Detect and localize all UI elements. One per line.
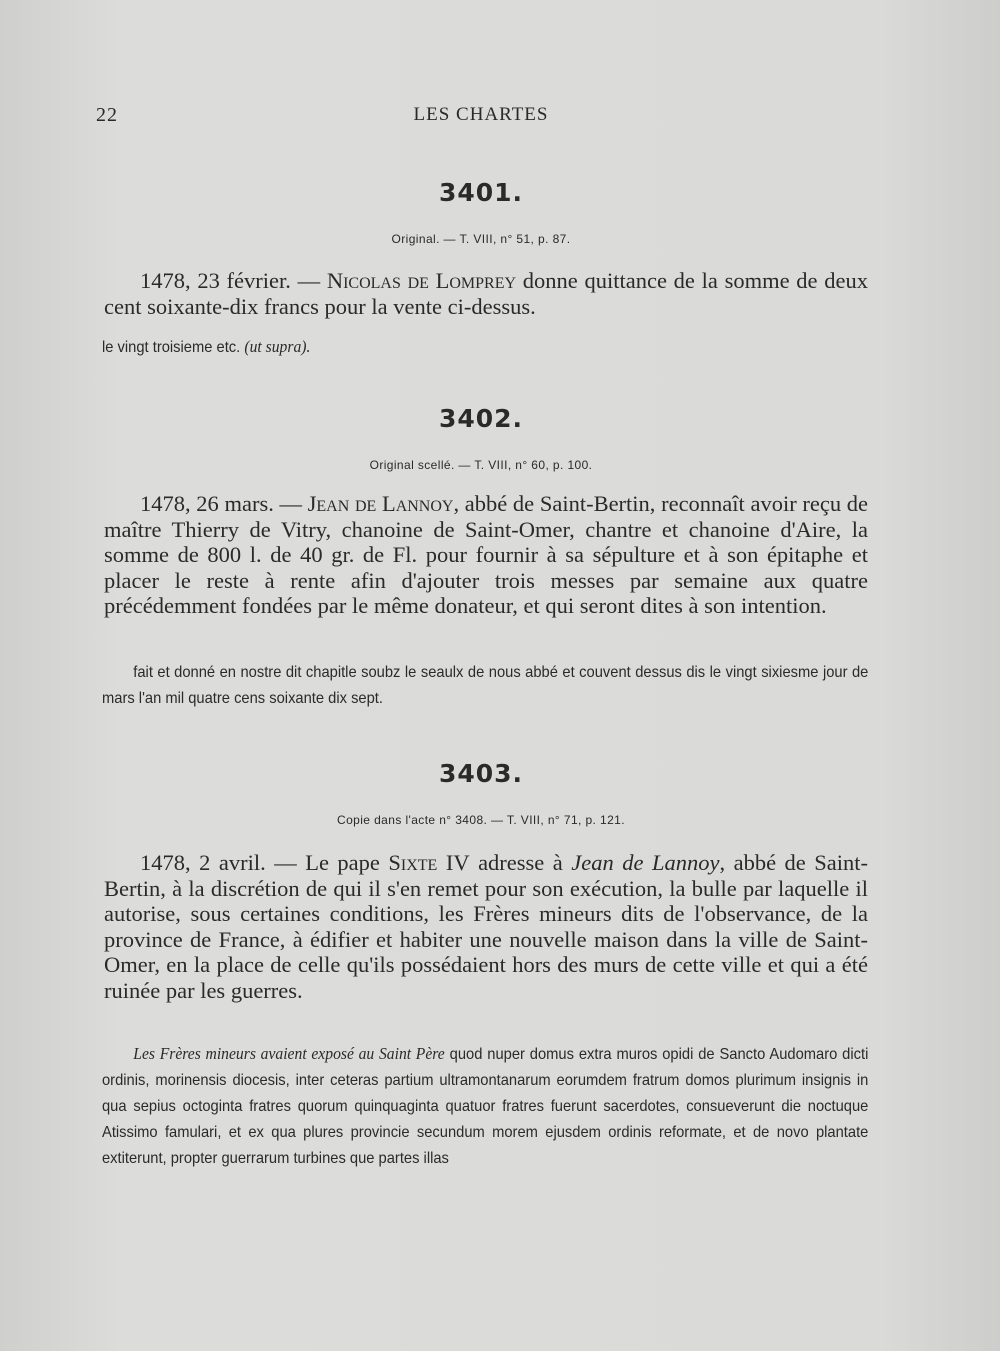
charter-source-3401: Original. — T. VIII, n° 51, p. 87. bbox=[391, 232, 571, 246]
charter-summary-middle: adresse à bbox=[469, 850, 572, 875]
charter-summary-text: donne quittance de la somme de deux cent soixante-dix francs pour la vente ci-dessus. bbox=[104, 268, 868, 319]
charter-number-3403: 3403. bbox=[438, 759, 524, 788]
page-number: 22 bbox=[96, 104, 118, 126]
charter-number-3401: 3401. bbox=[438, 178, 524, 207]
charter-date: 1478, 2 avril. — Le pape bbox=[140, 850, 389, 875]
charter-excerpt-3401 bbox=[102, 334, 868, 361]
charter-recipient: Jean de Lannoy bbox=[571, 850, 720, 875]
charter-summary-text: , abbé de Saint-Bertin, à la discrétion de qui il s'en remet pour son exécution, la bulle par laquelle il autorise, sous certaines conditions, les Frères mineurs dits de l'observance, de la province de France, à édifier et habiter une nouvelle maison dans la ville de Saint-Omer, en la place de celle qu'ils possédaient hors des murs de cette ville et qui a été ruinée par les guerres. bbox=[104, 850, 869, 1003]
excerpt-intro: Les Frères mineurs avaient exposé au Saint Père bbox=[133, 1044, 445, 1063]
charter-person: Jean de Lannoy bbox=[307, 491, 454, 516]
charter-summary-3403 bbox=[104, 850, 868, 1004]
charter-source-3403: Copie dans l'acte n° 3408. — T. VIII, n° 71, p. 121. bbox=[337, 813, 625, 827]
charter-person: Nicolas de Lomprey bbox=[326, 268, 517, 293]
charter-date: 1478, 23 février. — bbox=[140, 268, 327, 293]
running-title: LES CHARTES bbox=[413, 104, 549, 125]
charter-summary-text: , abbé de Saint-Bertin, reconnaît avoir reçu de maître Thierry de Vitry, chanoine de Saint-Omer, chantre et chanoine d'Aire, la somme de 800 l. de 40 gr. de Fl. pour fournir à sa sépulture et à son épitaphe et placer le reste à rente afin d'ajouter trois messes par semaine aux quatre précédemment fondées par le même donateur, et qui seront dites à son intention. bbox=[104, 491, 868, 619]
page-header bbox=[96, 104, 866, 134]
excerpt-note: (ut supra). bbox=[244, 337, 311, 356]
excerpt-text: le vingt troisieme etc. bbox=[102, 339, 245, 356]
charter-person: Sixte IV bbox=[388, 850, 470, 875]
charter-number-3402: 3402. bbox=[438, 404, 524, 433]
charter-excerpt-3403 bbox=[102, 1041, 868, 1172]
excerpt-text: quod nuper domus extra muros opidi de Sancto Audomaro dicti ordinis, morinensis diocesis, inter ceteras partium ultramontanarum eorumdem fratrum domos plurimum insignis in qua sepius octoginta fratres quorum quinquaginta quatuor fratres fuerunt sacerdotes, consueverunt die noctuque Atissimo famulari, et ex qua plures provincie secundum morem ejusdem ordinis reformate, et de novo plantate extiterunt, propter guerrarum turbines que partes illas bbox=[102, 1046, 869, 1167]
charter-excerpt-3402: fait et donné en nostre dit chapitle soubz le seaulx de nous abbé et couvent dessus dis le vingt sixiesme jour de mars l'an mil quatre cens soixante dix sept. bbox=[102, 664, 869, 707]
charter-source-3402: Original scellé. — T. VIII, n° 60, p. 100. bbox=[369, 458, 593, 472]
charter-date: 1478, 26 mars. — bbox=[140, 491, 308, 516]
charter-summary-3402 bbox=[104, 491, 868, 619]
charter-summary-3401 bbox=[104, 268, 868, 319]
